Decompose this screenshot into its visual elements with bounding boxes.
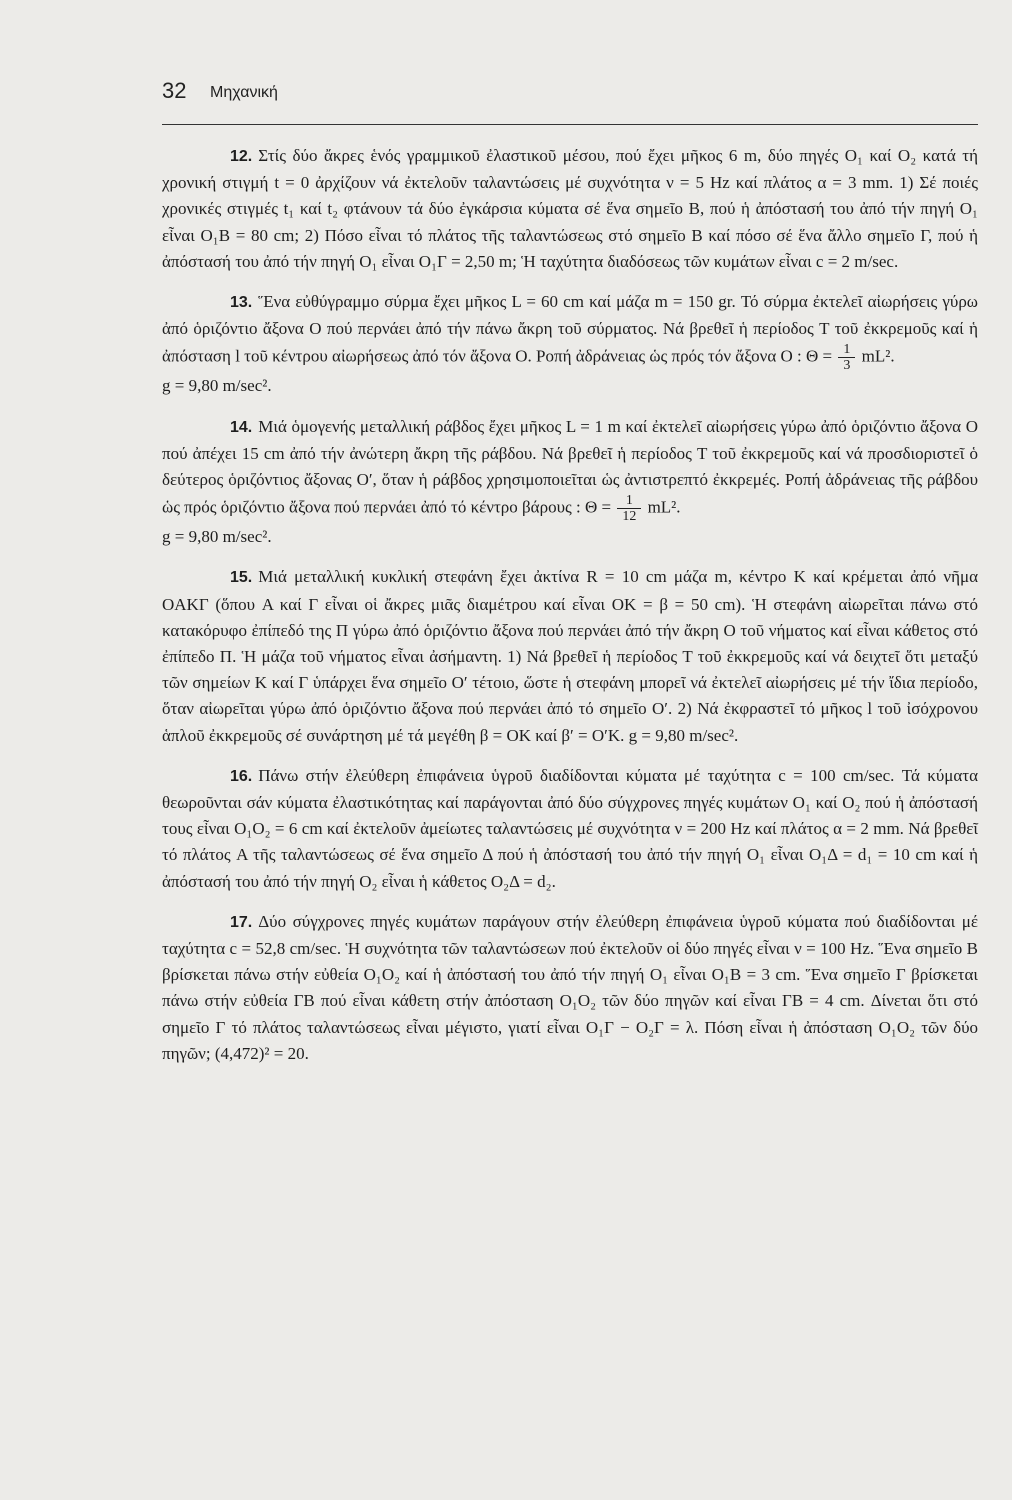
formula-tail: mL².	[861, 346, 895, 366]
page-number: 32	[162, 78, 187, 103]
problem-text: Πάνω στήν ἐλεύθερη ἐπιφάνεια ὑγροῦ διαδίδονται κύματα μέ ταχύτητα c = 100 cm/sec. Τά κύματα θεωροῦνται σάν κύματα ἐλαστικότητας καί παράγονται ἀπό δύο σύγχρονες πηγές κυμάτων O₁ καί O₂ πού ἡ ἀπόστασή τους εἶναι O₁O₂ = 6 cm καί ἐκτελοῦν ἀμείωτες ταλαντώσεις μέ συχνότητα ν = 200 Hz καί πλάτος α = 2 mm. Νά βρεθεῖ τό πλάτος A τῆς ταλαντώσεως σέ ἕνα σημεῖο Δ πού ἡ ἀπόστασή του ἀπό τήν πηγή O₁ εἶναι O₁Δ = d₁ = 10 cm καί ἡ ἀπόστασή του ἀπό τήν πηγή O₂ εἶναι ἡ κάθετος O₂Δ = d₂.	[162, 765, 978, 891]
problem-number: 17.	[230, 913, 253, 931]
problem-text: Μιά μεταλλική κυκλική στεφάνη ἔχει ἀκτίνα R = 10 cm μάζα m, κέντρο K καί κρέμεται ἀπό νῆμα OAKΓ (ὅπου A καί Γ εἶναι οἱ ἄκρες μιᾶς διαμέτρου καί εἶναι OK = β = 50 cm). Ἡ στεφάνη αἰωρεῖται πάνω στό κατακόρυφο ἐπίπεδό της Π γύρω ἀπό ὁριζόντιο ἄξονα πού περνάει ἀπό τήν ἄκρη O τοῦ νήματος καί εἶναι κάθετος στό ἐπίπεδο Π. Ἡ μάζα τοῦ νήματος εἶναι ἀσήμαντη. 1) Νά βρεθεῖ ἡ περίοδος T τοῦ ἐκκρεμοῦς καί νά δειχτεῖ ὅτι μεταξύ τῶν σημείων K καί Γ ὑπάρχει ἕνα σημεῖο O′ τέτοιο, ὥστε ἡ στεφάνη μπορεῖ νά ἐκτελεῖ αἰωρήσεις μέ τήν ἴδια περίοδο, ὅταν αἰωρεῖται γύρω ἀπό ὁριζόντιο ἄξονα πού περνάει ἀπό τό σημεῖο O′. 2) Νά ἐκφραστεῖ τό μῆκος l τοῦ ἰσόχρονου ἁπλοῦ ἐκκρεμοῦς σέ συνάρτηση μέ τά μεγέθη β = OK καί β′ = O′K. g = 9,80 m/sec².	[162, 567, 978, 745]
problem-text: Δύο σύγχρονες πηγές κυμάτων παράγουν στήν ἐλεύθερη ἐπιφάνεια ὑγροῦ κύματα πού διαδίδονται μέ ταχύτητα c = 52,8 cm/sec. Ἡ συχνότητα τῶν ταλαντώσεων πού ἐκτελοῦν οἱ δύο πηγές εἶναι ν = 100 Hz. Ἕνα σημεῖο B βρίσκεται πάνω στήν εὐθεία O₁O₂ καί ἡ ἀπόστασή του ἀπό τήν πηγή O₁ εἶναι O₁B = 3 cm. Ἕνα σημεῖο Γ βρίσκεται πάνω στήν εὐθεία ΓB πού εἶναι κάθετη στήν ἀπόσταση O₁O₂ τῶν δύο πηγῶν καί εἶναι ΓB = 4 cm. Δίνεται ὅτι στό σημεῖο Γ τό πλάτος ταλαντώσεως εἶναι μέγιστο, γιατί εἶναι O₁Γ − O₂Γ = λ. Πόση εἶναι ἡ ἀπόσταση O₁O₂ τῶν δύο πηγῶν; (4,472)² = 20.	[162, 911, 978, 1063]
gravity-value: g = 9,80 m/sec².	[162, 376, 272, 396]
problem-number: 15.	[230, 569, 253, 587]
problem-list	[162, 143, 978, 1081]
problem-text: Ἕνα εὐθύγραμμο σύρμα ἔχει μῆκος L = 60 cm καί μάζα m = 150 gr. Τό σύρμα ἐκτελεῖ αἰωρήσεις γύρω ἀπό ὁριζόντιο ἄξονα O πού περνάει ἀπό τήν πάνω ἄκρη τοῦ σύρματος. Νά βρεθεῖ ἡ περίοδος T τοῦ ἐκκρεμοῦς καί ἡ ἀπόσταση l τοῦ κέντρου αἰωρήσεως ἀπό τόν ἄξονα O. Ροπή ἀδράνειας ὡς πρός τόν ἄξονα O : Θ =	[162, 292, 978, 366]
page-header	[162, 78, 978, 118]
gravity-value: g = 9,80 m/sec².	[162, 527, 272, 547]
problem-number: 16.	[230, 767, 253, 785]
problem-number: 12.	[230, 148, 253, 165]
fraction-denominator: 12	[622, 509, 637, 525]
running-title: Μηχανική	[210, 84, 278, 101]
fraction	[838, 342, 855, 373]
problem-12	[162, 143, 978, 275]
problem-17	[162, 909, 978, 1067]
fraction-numerator: 1	[617, 493, 641, 509]
formula-tail: mL².	[647, 497, 681, 517]
problem-14	[162, 414, 978, 551]
fraction-numerator: 1	[838, 342, 855, 358]
problem-text: Στίς δύο ἄκρες ἑνός γραμμικοῦ ἐλαστικοῦ μέσου, πού ἔχει μῆκος 6 m, δύο πηγές O₁ καί O₂ κατά τή χρονική στιγμή t = 0 ἀρχίζουν νά ἐκτελοῦν ταλαντώσεις μέ συχνότητα ν = 5 Hz καί πλάτος α = 3 mm. 1) Σέ ποιές χρονικές στιγμές t₁ καί t₂ φτάνουν τά δύο ἐγκάρσια κύματα σέ ἕνα σημεῖο Β, πού ἡ ἀπόστασή του ἀπό τήν πηγή O₁ εἶναι O₁B = 80 cm; 2) Πόσο εἶναι τό πλάτος τῆς ταλαντώσεως στό σημεῖο Β καί πόσο σέ ἕνα ἄλλο σημεῖο Γ, πού ἡ ἀπόστασή του ἀπό τήν πηγή O₁ εἶναι O₁Γ = 2,50 m; Ἡ ταχύτητα διαδόσεως τῶν κυμάτων εἶναι c = 2 m/sec.	[162, 146, 978, 271]
problem-number: 14.	[230, 418, 253, 436]
fraction-denominator: 3	[843, 358, 851, 374]
header-rule	[162, 124, 978, 125]
fraction	[617, 493, 641, 524]
problem-13	[162, 289, 978, 400]
problem-number: 13.	[230, 294, 253, 312]
problem-text: Μιά ὁμογενής μεταλλική ράβδος ἔχει μῆκος L = 1 m καί ἐκτελεῖ αἰωρήσεις γύρω ἀπό ὁριζόντιο ἄξονα O πού ἀπέχει 15 cm ἀπό τήν ἀνώτερη ἄκρη τῆς ράβδου. Νά βρεθεῖ ἡ περίοδος T τοῦ ἐκκρεμοῦς καί νά προσδιοριστεῖ ὁ δεύτερος ὁριζόντιος ἄξονας O′, ὅταν ἡ ράβδος χρησιμοποιεῖται ὡς ἀντιστρεπτό ἐκκρεμές. Ροπή ἀδράνειας τῆς ράβδου ὡς πρός ὁριζόντιο ἄξονα πού περνάει ἀπό τό κέντρο βάρους : Θ =	[162, 416, 978, 517]
problem-15	[162, 564, 978, 748]
problem-16	[162, 763, 978, 895]
